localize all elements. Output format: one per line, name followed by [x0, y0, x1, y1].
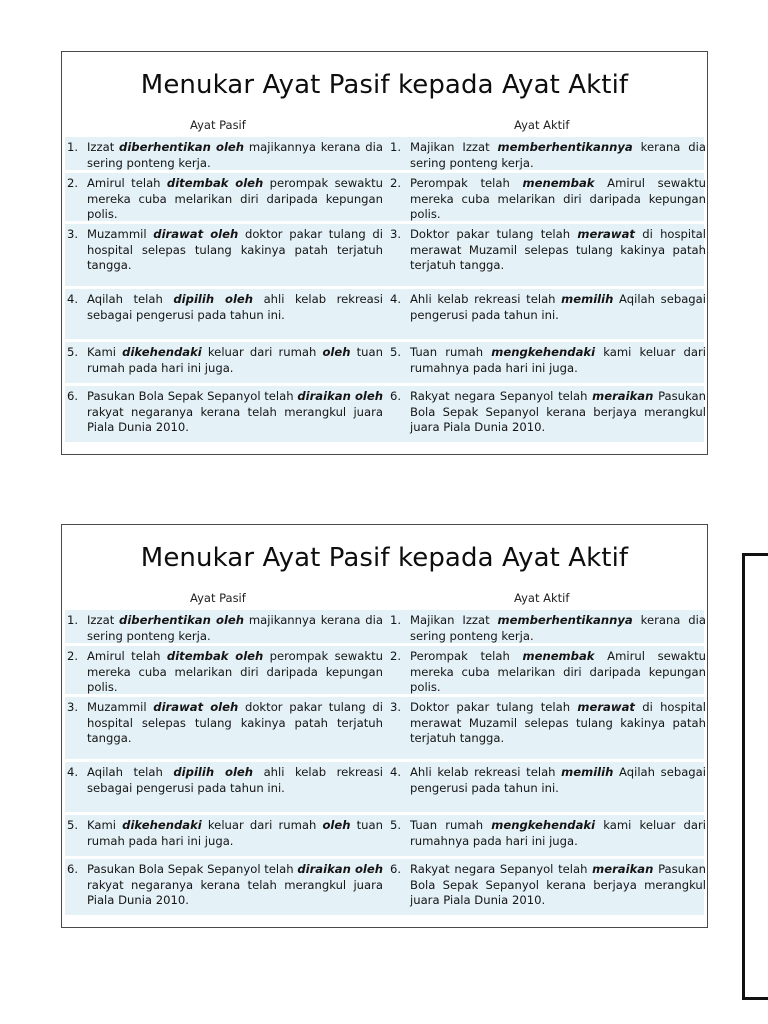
pasif-text: Pasukan Bola Sepak Sepanyol telah diraikan oleh rakyat negaranya kerana telah merangkul juara Piala Dunia 2010.: [87, 389, 383, 435]
pasif-verb-phrase: diraikan oleh: [297, 389, 383, 403]
aktif-number: 3.: [390, 227, 402, 241]
pasif-sentence: [65, 649, 383, 696]
worksheet-card-bottom: [61, 524, 708, 928]
pasif-sentence: [65, 227, 383, 274]
sentence-row: [65, 646, 704, 694]
pasif-sentence: [65, 613, 383, 644]
aktif-verb-phrase: menembak: [522, 176, 595, 190]
pasif-sentence: [65, 818, 383, 849]
column-header-pasif: Ayat Pasif: [190, 591, 246, 605]
pasif-sentence: [65, 700, 383, 747]
aktif-sentence: [388, 176, 706, 223]
pasif-text: Kami dikehendaki keluar dari rumah oleh tuan rumah pada hari ini juga.: [87, 345, 383, 375]
sentence-row: [65, 342, 704, 383]
aktif-text: Perompak telah menembak Amirul sewaktu mereka cuba melarikan diri daripada kepungan polis.: [410, 176, 706, 222]
aktif-verb-phrase: memilih: [561, 765, 614, 779]
pasif-number: 2.: [67, 649, 79, 663]
aktif-sentence: [388, 227, 706, 274]
aktif-number: 3.: [390, 700, 402, 714]
aktif-number: 2.: [390, 649, 402, 663]
pasif-text: Amirul telah ditembak oleh perompak sewaktu mereka cuba melarikan diri daripada kepungan polis.: [87, 649, 383, 695]
aktif-sentence: [388, 818, 706, 849]
aktif-text: Rakyat negara Sepanyol telah meraikan Pasukan Bola Sepak Sepanyol kerana berjaya merangkul juara Piala Dunia 2010.: [410, 389, 706, 435]
pasif-text: Kami dikehendaki keluar dari rumah oleh tuan rumah pada hari ini juga.: [87, 818, 383, 848]
sentence-row: [65, 762, 704, 812]
pasif-sentence: [65, 292, 383, 323]
aktif-number: 4.: [390, 765, 402, 779]
pasif-verb-phrase: dirawat oleh: [153, 700, 239, 714]
card-title: Menukar Ayat Pasif kepada Ayat Aktif: [140, 543, 629, 573]
pasif-verb-phrase: dipilih oleh: [173, 292, 254, 306]
aktif-number: 1.: [390, 613, 402, 627]
pasif-text: Aqilah telah dipilih oleh ahli kelab rekreasi sebagai pengerusi pada tahun ini.: [87, 765, 383, 795]
aktif-sentence: [388, 649, 706, 696]
pasif-number: 4.: [67, 765, 79, 779]
sentence-row: [65, 289, 704, 339]
aktif-sentence: [388, 862, 706, 909]
aktif-text: Ahli kelab rekreasi telah memilih Aqilah sebagai pengerusi pada tahun ini.: [410, 765, 706, 795]
aktif-sentence: [388, 389, 706, 436]
pasif-sentence: [65, 765, 383, 796]
aktif-number: 1.: [390, 140, 402, 154]
pasif-verb-phrase: dirawat oleh: [153, 227, 239, 241]
card-title: Menukar Ayat Pasif kepada Ayat Aktif: [140, 70, 629, 100]
sentence-row: [65, 386, 704, 442]
pasif-number: 3.: [67, 700, 79, 714]
pasif-verb-phrase: diberhentikan oleh: [119, 613, 245, 627]
aktif-number: 5.: [390, 345, 402, 359]
aktif-verb-phrase: menembak: [522, 649, 595, 663]
pasif-verb-phrase: diberhentikan oleh: [119, 140, 245, 154]
aktif-sentence: [388, 140, 706, 171]
aktif-verb-phrase: meraikan: [592, 862, 654, 876]
pasif-sentence: [65, 862, 383, 909]
pasif-verb-phrase: diraikan oleh: [297, 862, 383, 876]
aktif-sentence: [388, 613, 706, 644]
pasif-verb-phrase: dikehendaki: [122, 818, 202, 832]
pasif-text: Aqilah telah dipilih oleh ahli kelab rekreasi sebagai pengerusi pada tahun ini.: [87, 292, 383, 322]
aktif-text: Tuan rumah mengkehendaki kami keluar dari rumahnya pada hari ini juga.: [410, 818, 706, 848]
aktif-text: Doktor pakar tulang telah merawat di hospital merawat Muzamil selepas tulang kakinya patah terjatuh tangga.: [410, 227, 706, 273]
pasif-verb-phrase: dipilih oleh: [173, 765, 254, 779]
pasif-sentence: [65, 345, 383, 376]
pasif-verb-phrase: ditembak oleh: [166, 649, 264, 663]
aktif-verb-phrase: merawat: [577, 227, 635, 241]
sentence-row: [65, 815, 704, 856]
aktif-verb-phrase: meraikan: [592, 389, 654, 403]
aktif-text: Ahli kelab rekreasi telah memilih Aqilah sebagai pengerusi pada tahun ini.: [410, 292, 706, 322]
column-header-pasif: Ayat Pasif: [190, 118, 246, 132]
sentence-row: [65, 224, 704, 286]
aktif-number: 6.: [390, 862, 402, 876]
pasif-verb-phrase: oleh: [322, 818, 351, 832]
pasif-verb-phrase: oleh: [322, 345, 351, 359]
aktif-sentence: [388, 345, 706, 376]
aktif-verb-phrase: mengkehendaki: [491, 345, 596, 359]
pasif-number: 1.: [67, 140, 79, 154]
aktif-number: 5.: [390, 818, 402, 832]
sentence-rows: [65, 610, 704, 915]
pasif-text: Muzammil dirawat oleh doktor pakar tulang di hospital selepas tulang kakinya patah terjatuh tangga.: [87, 700, 383, 746]
column-header-aktif: Ayat Aktif: [514, 591, 570, 605]
pasif-text: Muzammil dirawat oleh doktor pakar tulang di hospital selepas tulang kakinya patah terjatuh tangga.: [87, 227, 383, 273]
side-frame: [742, 553, 768, 1000]
pasif-text: Izzat diberhentikan oleh majikannya kerana dia sering ponteng kerja.: [87, 613, 383, 643]
sentence-row: [65, 859, 704, 915]
sentence-row: [65, 610, 704, 643]
pasif-sentence: [65, 389, 383, 436]
pasif-verb-phrase: dikehendaki: [122, 345, 202, 359]
pasif-sentence: [65, 140, 383, 171]
sentence-row: [65, 173, 704, 221]
aktif-text: Doktor pakar tulang telah merawat di hospital merawat Muzamil selepas tulang kakinya patah terjatuh tangga.: [410, 700, 706, 746]
aktif-text: Majikan Izzat memberhentikannya kerana dia sering ponteng kerja.: [410, 140, 706, 170]
aktif-text: Rakyat negara Sepanyol telah meraikan Pasukan Bola Sepak Sepanyol kerana berjaya merangkul juara Piala Dunia 2010.: [410, 862, 706, 908]
pasif-number: 3.: [67, 227, 79, 241]
aktif-text: Tuan rumah mengkehendaki kami keluar dari rumahnya pada hari ini juga.: [410, 345, 706, 375]
sentence-rows: [65, 137, 704, 442]
aktif-sentence: [388, 700, 706, 747]
sentence-row: [65, 137, 704, 170]
aktif-number: 2.: [390, 176, 402, 190]
pasif-number: 6.: [67, 389, 79, 403]
pasif-number: 4.: [67, 292, 79, 306]
aktif-verb-phrase: memberhentikannya: [497, 140, 633, 154]
pasif-sentence: [65, 176, 383, 223]
pasif-text: Amirul telah ditembak oleh perompak sewaktu mereka cuba melarikan diri daripada kepungan polis.: [87, 176, 383, 222]
aktif-verb-phrase: mengkehendaki: [491, 818, 596, 832]
column-header-aktif: Ayat Aktif: [514, 118, 570, 132]
sentence-row: [65, 697, 704, 759]
pasif-number: 5.: [67, 345, 79, 359]
aktif-sentence: [388, 292, 706, 323]
pasif-number: 5.: [67, 818, 79, 832]
aktif-text: Perompak telah menembak Amirul sewaktu mereka cuba melarikan diri daripada kepungan polis.: [410, 649, 706, 695]
aktif-sentence: [388, 765, 706, 796]
aktif-text: Majikan Izzat memberhentikannya kerana dia sering ponteng kerja.: [410, 613, 706, 643]
aktif-number: 6.: [390, 389, 402, 403]
worksheet-card-top: [61, 51, 708, 455]
aktif-verb-phrase: memilih: [561, 292, 614, 306]
aktif-number: 4.: [390, 292, 402, 306]
pasif-number: 6.: [67, 862, 79, 876]
pasif-verb-phrase: ditembak oleh: [166, 176, 264, 190]
aktif-verb-phrase: merawat: [577, 700, 635, 714]
pasif-text: Izzat diberhentikan oleh majikannya kerana dia sering ponteng kerja.: [87, 140, 383, 170]
aktif-verb-phrase: memberhentikannya: [497, 613, 633, 627]
pasif-number: 1.: [67, 613, 79, 627]
pasif-text: Pasukan Bola Sepak Sepanyol telah diraikan oleh rakyat negaranya kerana telah merangkul juara Piala Dunia 2010.: [87, 862, 383, 908]
pasif-number: 2.: [67, 176, 79, 190]
